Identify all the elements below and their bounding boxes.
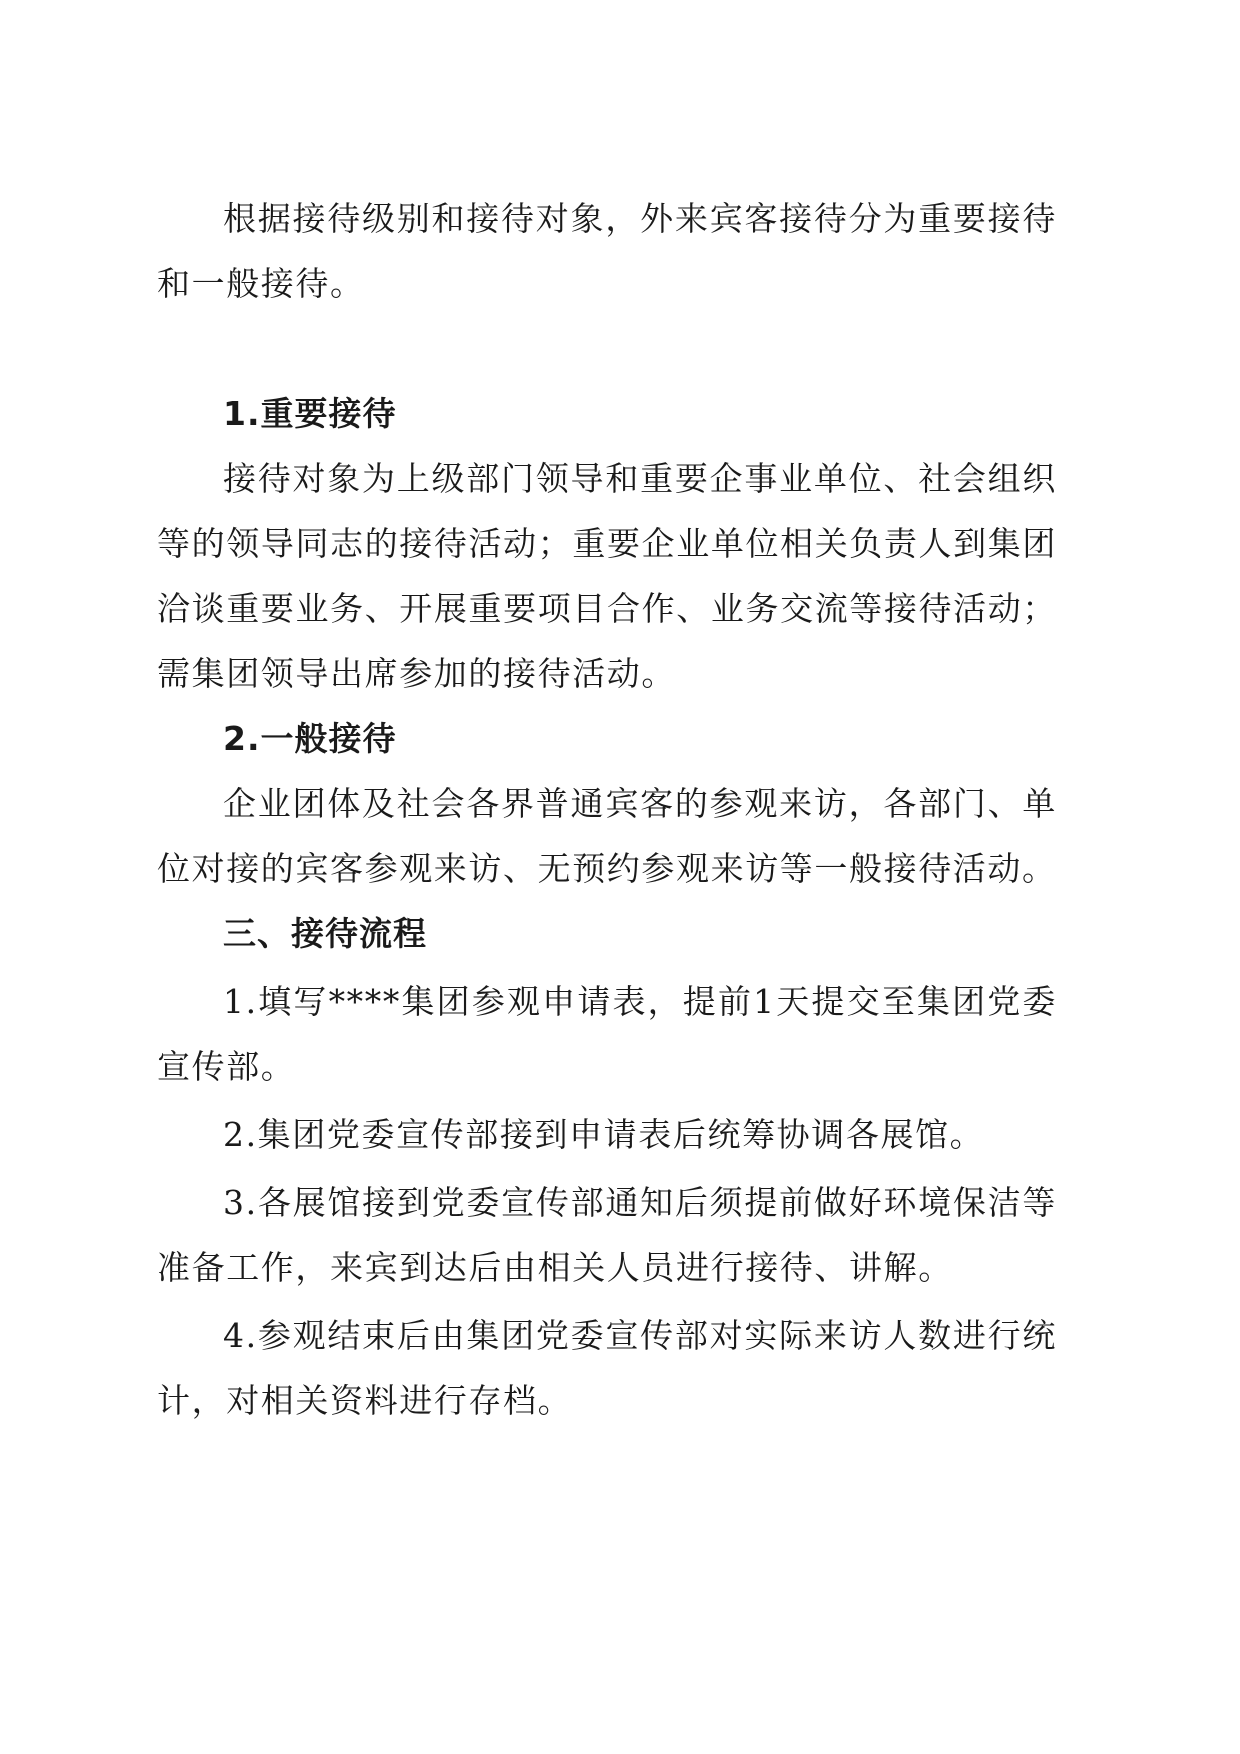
- section-heading-process: 三、接待流程: [223, 914, 427, 953]
- process-step-3: 3.各展馆接到党委宣传部通知后须提前做好环境保洁等准备工作，来宾到达后由相关人员进行接待、讲解。: [157, 1183, 1057, 1287]
- intro-paragraph: 根据接待级别和接待对象，外来宾客接待分为重要接待和一般接待。: [157, 199, 1057, 303]
- process-step-2: 2.集团党委宣传部接到申请表后统筹协调各展馆。: [223, 1115, 985, 1154]
- process-step-1: 1.填写****集团参观申请表，提前1天提交至集团党委宣传部。: [157, 982, 1057, 1086]
- process-step-4: 4.参观结束后由集团党委宣传部对实际来访人数进行统计，对相关资料进行存档。: [157, 1316, 1057, 1420]
- document-body: [157, 186, 1057, 1433]
- section-heading-general: 2.一般接待: [223, 719, 397, 758]
- section-body-general: 企业团体及社会各界普通宾客的参观来访，各部门、单位对接的宾客参观来访、无预约参观来访等一般接待活动。: [157, 784, 1057, 888]
- section-body-important: 接待对象为上级部门领导和重要企事业单位、社会组织等的领导同志的接待活动；重要企业单位相关负责人到集团洽谈重要业务、开展重要项目合作、业务交流等接待活动；需集团领导出席参加的接待活动。: [157, 459, 1057, 693]
- section-heading-important: 1.重要接待: [223, 394, 397, 433]
